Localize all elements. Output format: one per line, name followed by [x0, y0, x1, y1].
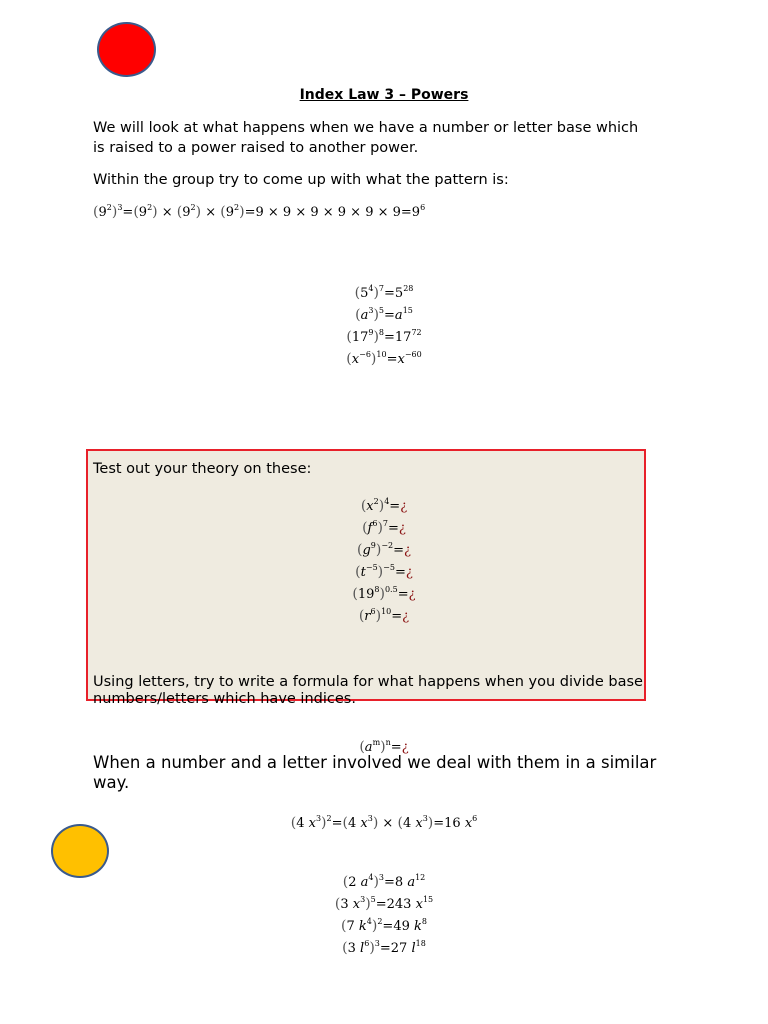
- letter-number-examples: [0, 867, 768, 955]
- practice-question-1: $(x^2)^4=¿$: [360, 497, 408, 514]
- page-title: Index Law 3 – Powers: [299, 87, 469, 103]
- letter-number-example: (4 $x^3)^2=(4$ $x^3) \times (4$ $x^3)=16$ $x^6$: [290, 814, 478, 831]
- group-prompt: Within the group try to come up with what the pattern is:: [93, 172, 509, 188]
- pattern-equation-3: $(17^9)^8=17^{72}$: [346, 328, 422, 345]
- pattern-equation-4: $(x^{-6})^{10}=x^{-60}$: [346, 350, 422, 367]
- practice-question-2: $(f^6)^7=¿$: [362, 519, 406, 536]
- pattern-equation-1: $(5^4)^7=5^{28}$: [354, 284, 414, 301]
- red-circle-decoration: [97, 22, 156, 77]
- formula-prompt: Using letters, try to write a formula for what happens when you divide base numbers/letters which have indices.: [93, 674, 643, 707]
- letter-number-equation-3: (7 $k^4)^2=49$ $k^8$: [341, 917, 427, 934]
- worked-example-equation: $(9^2)^3=(9^2) \times (9^2) \times (9^2)=9 \times 9 \times 9 \times 9 \times 9 \times 9=9^6$: [93, 203, 426, 220]
- practice-question-5: $(19^8)^{0.5}=¿$: [352, 585, 416, 602]
- practice-question-4: $(t^{-5})^{-5}=¿$: [355, 563, 413, 580]
- practice-question-3: $(g^9)^{-2}=¿$: [356, 541, 412, 558]
- letter-number-equation-1: (2 $a^4)^3=8$ $a^{12}$: [342, 873, 426, 890]
- general-formula: $(a^m)^n=¿$: [359, 738, 409, 755]
- letter-number-equation-4: (3 $l^6)^3=27$ $l^{18}$: [342, 939, 426, 956]
- letter-number-equation-2: (3 $x^3)^5=243$ $x^{15}$: [334, 895, 434, 912]
- practice-question-6: $(r^6)^{10}=¿$: [358, 607, 410, 624]
- pattern-examples: [0, 278, 768, 366]
- intro-paragraph: We will look at what happens when we have a number or letter base which is raised to a power raised to another power.: [93, 120, 639, 156]
- practice-questions: [0, 491, 768, 623]
- practice-prompt: Test out your theory on these:: [93, 461, 312, 477]
- letter-number-heading: When a number and a letter involved we deal with them in a similar way.: [93, 753, 657, 792]
- pattern-equation-2: $(a^3)^5=a^{15}$: [355, 306, 413, 323]
